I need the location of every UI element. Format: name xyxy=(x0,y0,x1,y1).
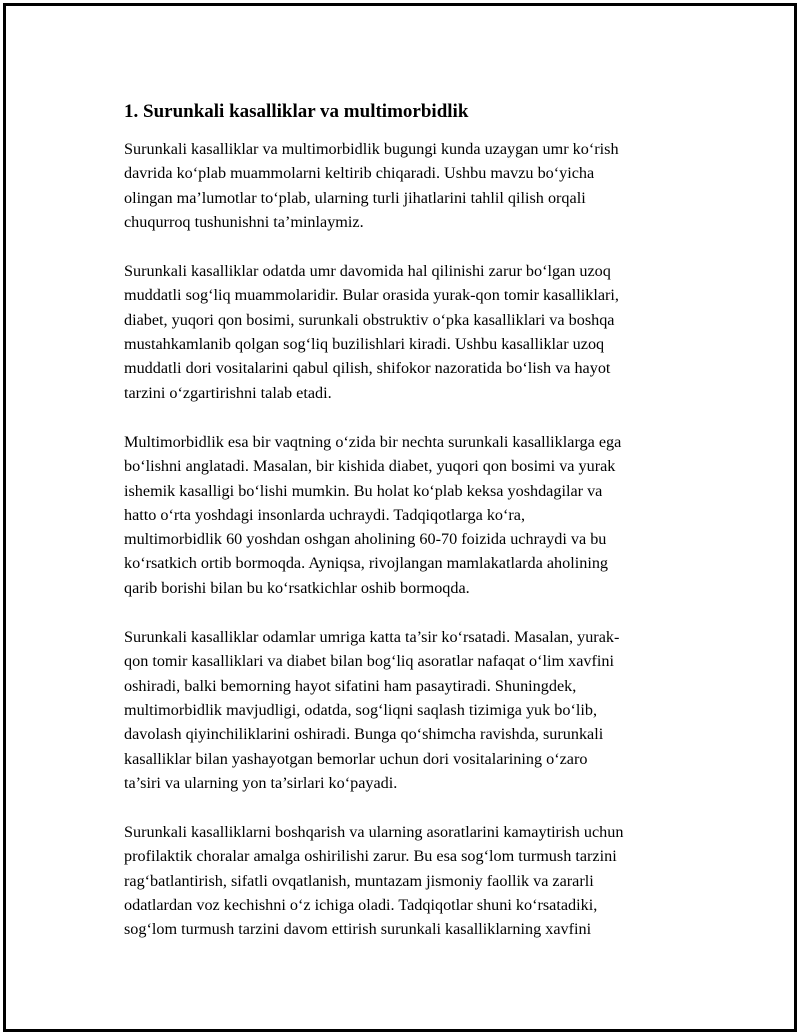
text-line: Surunkali kasalliklar odamlar umriga katta ta’sir ko‘rsatadi. Masalan, yurak- xyxy=(124,628,620,647)
text-line: profilaktik choralar amalga oshirilishi zarur. Bu esa sog‘lom turmush tarzini xyxy=(124,847,617,866)
text-line: Multimorbidlik esa bir vaqtning o‘zida bir nechta surunkali kasalliklarga ega xyxy=(124,432,622,451)
text-line: muddatli sog‘liq muammolaridir. Bular orasida yurak-qon tomir kasalliklari, xyxy=(124,286,619,305)
paragraph-3 xyxy=(124,430,689,600)
text-line: Surunkali kasalliklarni boshqarish va ularning asoratlarini kamaytirish uchun xyxy=(124,823,624,842)
text-line: diabet, yuqori qon bosimi, surunkali obstruktiv o‘pka kasalliklari va boshqa xyxy=(124,310,615,329)
section-heading: 1. Surunkali kasalliklar va multimorbidlik xyxy=(124,101,469,122)
text-line: olingan ma’lumotlar to‘plab, ularning turli jihatlarini tahlil qilish orqali xyxy=(124,188,586,207)
text-line: mustahkamlanib qolgan sog‘liq buzilishlari kiradi. Ushbu kasalliklar uzoq xyxy=(124,335,605,354)
text-line: Surunkali kasalliklar odatda umr davomida hal qilinishi zarur bo‘lgan uzoq xyxy=(124,262,611,281)
paragraph-5 xyxy=(124,820,689,941)
text-line: sog‘lom turmush tarzini davom ettirish surunkali kasalliklarning xavfini xyxy=(124,920,592,939)
text-line: oshiradi, balki bemorning hayot sifatini ham pasaytiradi. Shuningdek, xyxy=(124,676,577,695)
text-line: ko‘rsatkich ortib bormoqda. Ayniqsa, rivojlangan mamlakatlarda aholining xyxy=(124,554,609,573)
text-line: odatlardan voz kechishni o‘z ichiga oladi. Tadqiqotlar shuni ko‘rsatadiki, xyxy=(124,896,598,915)
text-line: qarib borishi bilan bu ko‘rsatkichlar oshib bormoqda. xyxy=(124,578,470,597)
text-line: bo‘lishni anglatadi. Masalan, bir kishida diabet, yuqori qon bosimi va yurak xyxy=(124,457,616,476)
text-line: davrida ko‘plab muammolarni keltirib chiqaradi. Ushbu mavzu bo‘yicha xyxy=(124,164,595,183)
text-line: kasalliklar bilan yashayotgan bemorlar uchun dori vositalarining o‘zaro xyxy=(124,749,588,768)
text-line: Surunkali kasalliklar va multimorbidlik bugungi kunda uzaygan umr ko‘rish xyxy=(124,140,619,158)
paragraph-4 xyxy=(124,625,689,795)
text-line: hatto o‘rta yoshdagi insonlarda uchraydi. Tadqiqotlarga ko‘ra, xyxy=(124,505,526,524)
text-line: multimorbidlik mavjudligi, odatda, sog‘liqni saqlash tizimiga yuk bo‘lib, xyxy=(124,700,597,719)
text-line: chuqurroq tushunishni ta’minlaymiz. xyxy=(124,212,364,231)
text-line: ishemik kasalligi bo‘lishi mumkin. Bu holat ko‘plab keksa yoshdagilar va xyxy=(124,481,603,500)
text-line: qon tomir kasalliklari va diabet bilan bog‘liq asoratlar nafaqat o‘lim xavfini xyxy=(124,652,614,671)
text-line: muddatli dori vositalarini qabul qilish, shifokor nazoratida bo‘lish va hayot xyxy=(124,359,611,378)
text-line: tarzini o‘zgartirishni talab etadi. xyxy=(124,383,332,402)
text-line: rag‘batlantirish, sifatli ovqatlanish, muntazam jismoniy faollik va zararli xyxy=(124,871,594,890)
paragraph-2 xyxy=(124,259,689,405)
page-frame xyxy=(3,3,797,1032)
document-body xyxy=(124,100,689,967)
text-line: davolash qiyinchiliklarini oshiradi. Bunga qo‘shimcha ravishda, surunkali xyxy=(124,725,604,744)
paragraph-1 xyxy=(124,137,689,234)
text-line: ta’siri va ularning yon ta’sirlari ko‘payadi. xyxy=(124,773,398,792)
text-line: multimorbidlik 60 yoshdan oshgan aholining 60-70 foizida uchraydi va bu xyxy=(124,530,607,549)
